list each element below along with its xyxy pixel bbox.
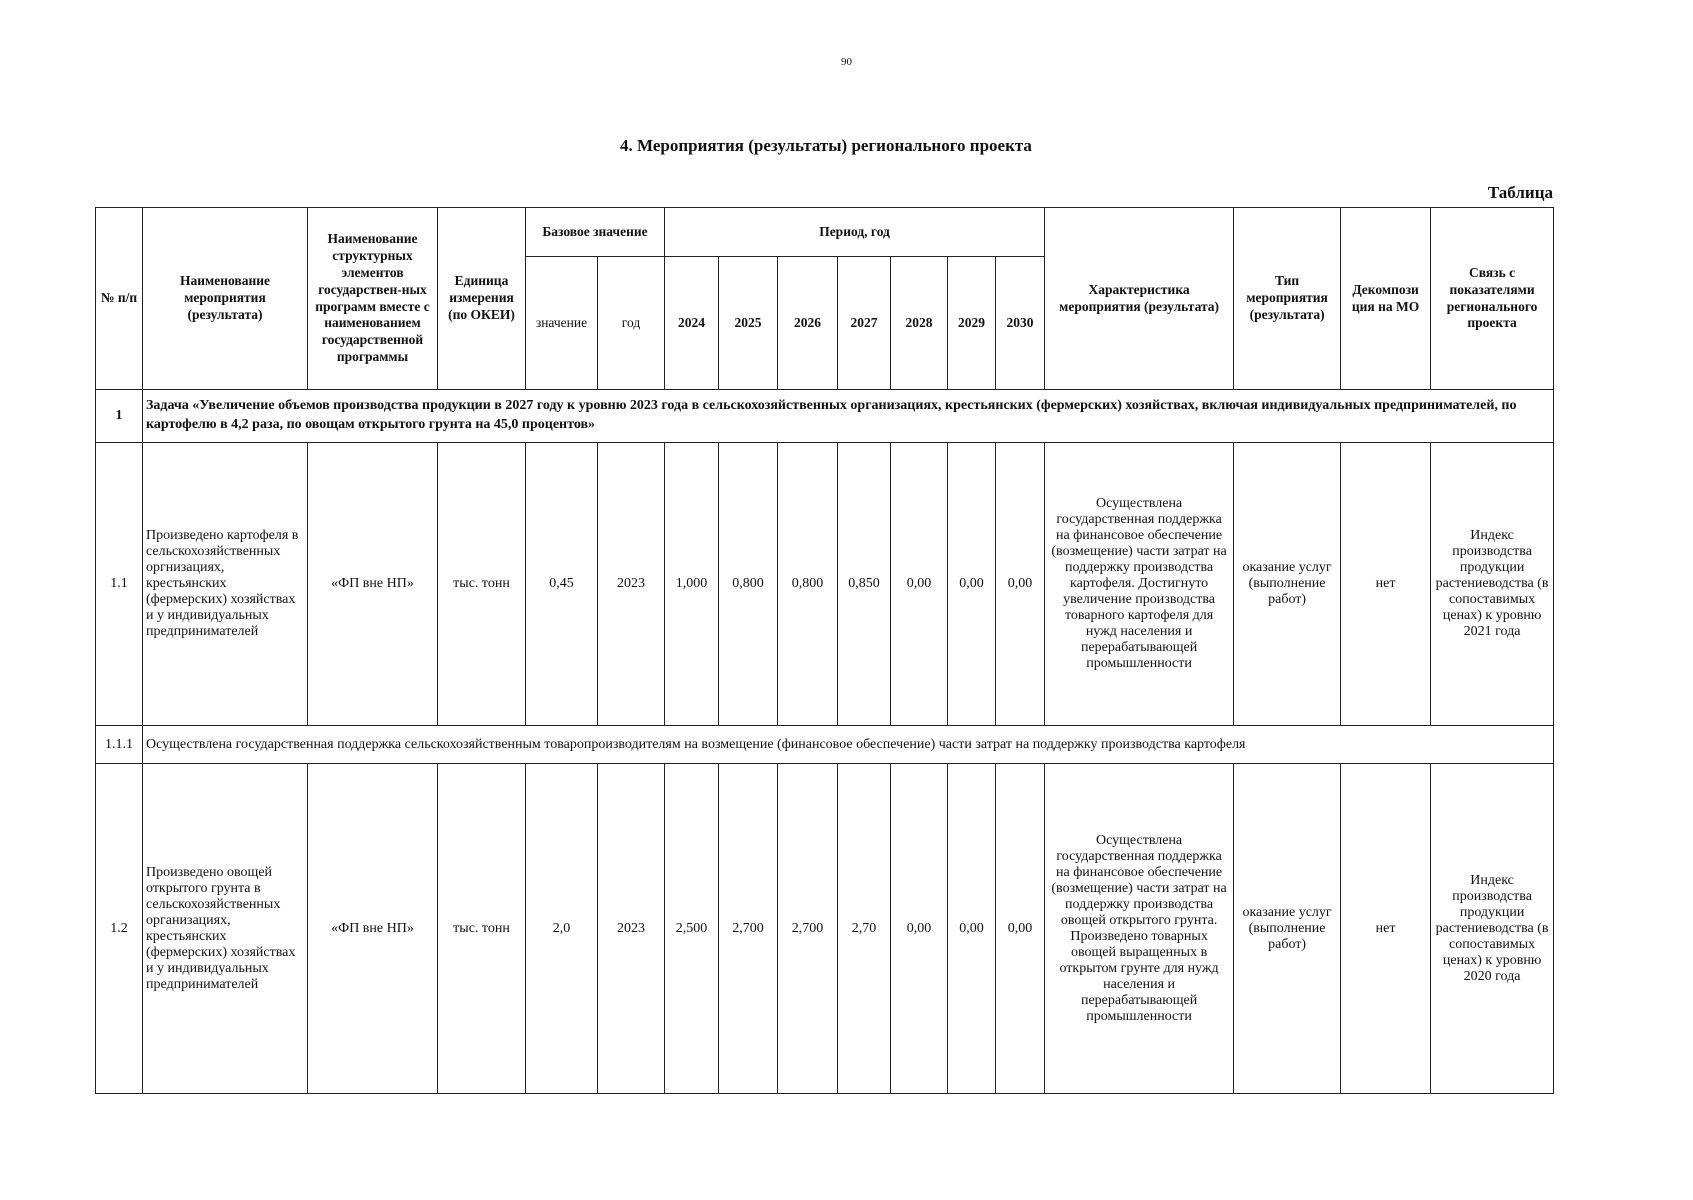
header-characteristic: Характеристика мероприятия (результата) — [1045, 208, 1234, 390]
header-year-2030: 2030 — [996, 257, 1045, 390]
row-base-year: 2023 — [598, 764, 665, 1094]
row-value-2028: 0,00 — [891, 443, 948, 726]
row-struct: «ФП вне НП» — [308, 764, 438, 1094]
header-base-value: значение — [526, 257, 598, 390]
row-type: оказание услуг (выполнение работ) — [1234, 764, 1341, 1094]
section-title: 4. Мероприятия (результаты) регионального проекта — [620, 136, 1032, 155]
table-row — [96, 764, 1554, 1094]
row-link: Индекс производства продукции растениеводства (в сопоставимых ценах) к уровню 2020 года — [1431, 764, 1554, 1094]
results-table — [95, 207, 1554, 1094]
header-year-2028: 2028 — [891, 257, 948, 390]
row-value-2028: 0,00 — [891, 764, 948, 1094]
row-base-value: 2,0 — [526, 764, 598, 1094]
row-value-2025: 0,800 — [719, 443, 778, 726]
row-value-2027: 2,70 — [838, 764, 891, 1094]
row-characteristic: Осуществлена государственная поддержка на финансовое обеспечение (возмещение) части затрат на поддержку производства овощей открытого грунта. Произведено товарных овощей выращенных в открытом грунте для нужд населения и перерабатывающей промышленности — [1045, 764, 1234, 1094]
header-base-year: год — [598, 257, 665, 390]
sub-row — [96, 726, 1554, 764]
row-characteristic: Осуществлена государственная поддержка на финансовое обеспечение (возмещение) части затрат на поддержку производства картофеля. Достигнуто увеличение производства товарного картофеля для нужд населения и перерабатывающей промышленности — [1045, 443, 1234, 726]
row-value-2026: 0,800 — [778, 443, 838, 726]
row-num: 1.2 — [96, 764, 143, 1094]
header-year-2029: 2029 — [948, 257, 996, 390]
row-value-2029: 0,00 — [948, 443, 996, 726]
row-base-year: 2023 — [598, 443, 665, 726]
table-label: Таблица — [1487, 183, 1553, 202]
header-decomp: Декомпози ция на МО — [1341, 208, 1431, 390]
task-row — [96, 390, 1554, 443]
header-type: Тип мероприятия (результата) — [1234, 208, 1341, 390]
row-name: Произведено картофеля в сельскохозяйственных оргнизациях, крестьянских (фермерских) хозяйствах и у индивидуальных предпринимателей — [143, 443, 308, 726]
row-decomp: нет — [1341, 443, 1431, 726]
row-value-2025: 2,700 — [719, 764, 778, 1094]
sub-num: 1.1.1 — [96, 726, 143, 764]
row-link: Индекс производства продукции растениеводства (в сопоставимых ценах) к уровню 2021 года — [1431, 443, 1554, 726]
row-value-2024: 2,500 — [665, 764, 719, 1094]
header-name: Наименование мероприятия (результата) — [143, 208, 308, 390]
header-link: Связь с показателями регионального проекта — [1431, 208, 1554, 390]
header-num: № п/п — [96, 208, 143, 390]
row-value-2030: 0,00 — [996, 764, 1045, 1094]
header-year-2026: 2026 — [778, 257, 838, 390]
row-unit: тыс. тонн — [438, 443, 526, 726]
header-year-2027: 2027 — [838, 257, 891, 390]
row-base-value: 0,45 — [526, 443, 598, 726]
row-value-2026: 2,700 — [778, 764, 838, 1094]
page-number: 90 — [841, 56, 852, 68]
header-unit: Единица измерения (по ОКЕИ) — [438, 208, 526, 390]
header-year-2025: 2025 — [719, 257, 778, 390]
table-row — [96, 443, 1554, 726]
task-text: Задача «Увеличение объемов производства продукции в 2027 году к уровню 2023 года в сельскохозяйственных организациях, крестьянских (фермерских) хозяйствах, включая индивидуальных предпринимателей, по картофелю в 4,2 раза, по овощам открытого грунта на 45,0 процентов» — [143, 390, 1554, 443]
row-value-2029: 0,00 — [948, 764, 996, 1094]
header-period: Период, год — [665, 208, 1045, 257]
row-decomp: нет — [1341, 764, 1431, 1094]
row-unit: тыс. тонн — [438, 764, 526, 1094]
task-num: 1 — [96, 390, 143, 443]
row-value-2024: 1,000 — [665, 443, 719, 726]
row-num: 1.1 — [96, 443, 143, 726]
row-struct: «ФП вне НП» — [308, 443, 438, 726]
row-type: оказание услуг (выполнение работ) — [1234, 443, 1341, 726]
row-value-2027: 0,850 — [838, 443, 891, 726]
header-struct: Наименование структурных элементов государствен-ных программ вместе с наименованием государственной программы — [308, 208, 438, 390]
header-base: Базовое значение — [526, 208, 665, 257]
row-value-2030: 0,00 — [996, 443, 1045, 726]
row-name: Произведено овощей открытого грунта в сельскохозяйственных организациях, крестьянских (фермерских) хозяйствах и у индивидуальных предпринимателей — [143, 764, 308, 1094]
header-year-2024: 2024 — [665, 257, 719, 390]
sub-text: Осуществлена государственная поддержка сельскохозяйственным товаропроизводителям на возмещение (финансовое обеспечение) части затрат на поддержку производства картофеля — [143, 726, 1554, 764]
